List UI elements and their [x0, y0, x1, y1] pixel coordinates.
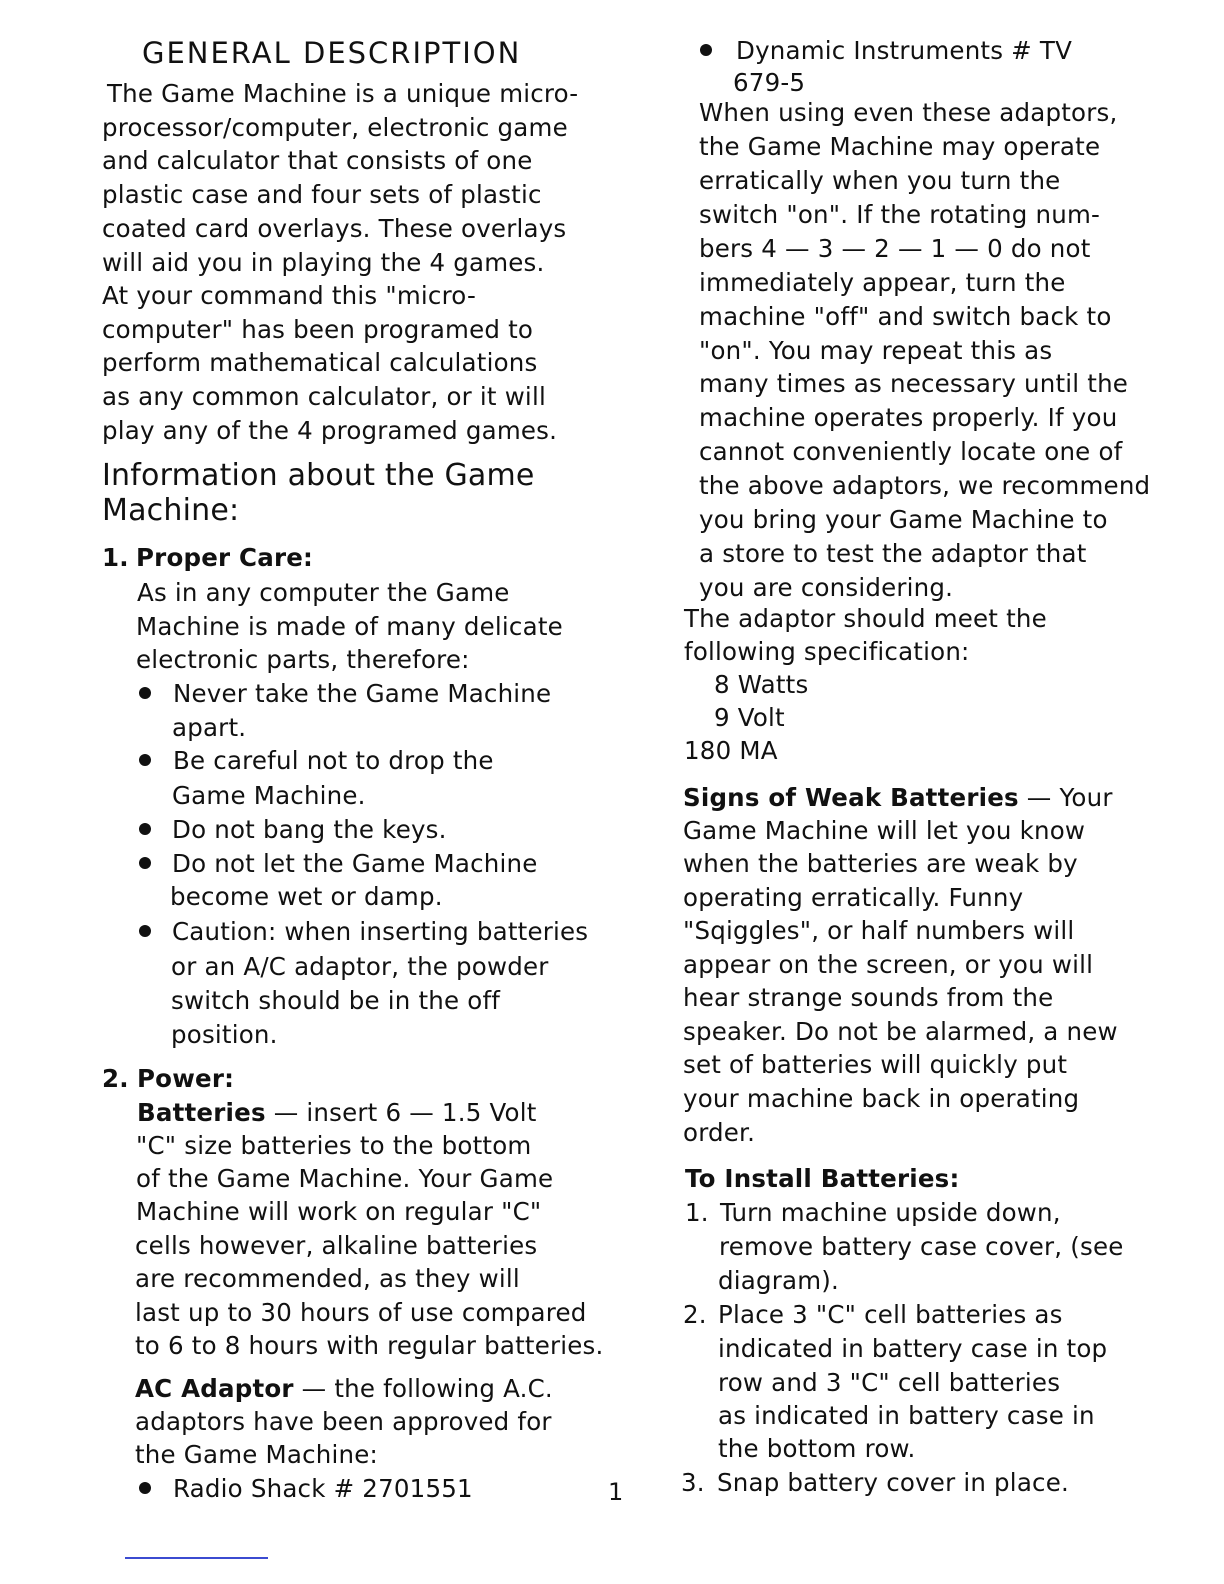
- adaptor-note-line: immediately appear, turn the: [699, 268, 1066, 297]
- adaptor-note-line: machine operates properly. If you: [699, 403, 1118, 432]
- care-bullet-text: or an A/C adaptor, the powder: [171, 952, 549, 981]
- install-step-line: Turn machine upside down,: [720, 1198, 1061, 1227]
- dynamic-instruments-bullet: Dynamic Instruments # TV: [736, 36, 1073, 65]
- general-description-heading: GENERAL DESCRIPTION: [142, 36, 522, 70]
- adaptor-note-line: a store to test the adaptor that: [699, 539, 1087, 568]
- general-line: play any of the 4 programed games.: [102, 416, 558, 445]
- weak-batteries-line: operating erratically. Funny: [683, 883, 1024, 912]
- adaptor-note-line: you are considering.: [699, 573, 954, 602]
- adaptor-note-line: "on". You may repeat this as: [699, 336, 1053, 365]
- adaptor-note-line: erratically when you turn the: [699, 166, 1061, 195]
- install-step-number: 2.: [683, 1300, 707, 1329]
- bullet-icon: [139, 687, 151, 699]
- weak-batteries-line: "Sqiggles", or half numbers will: [683, 916, 1075, 945]
- batteries-label: Batteries: [137, 1098, 266, 1127]
- general-line: computer" has been programed to: [102, 315, 534, 344]
- footer-rule: [125, 1557, 268, 1559]
- care-bullet-text: become wet or damp.: [170, 882, 443, 911]
- weak-batteries-line: Game Machine will let you know: [683, 816, 1086, 845]
- general-line: perform mathematical calculations: [102, 348, 538, 377]
- batteries-line: cells however, alkaline batteries: [135, 1231, 538, 1260]
- adaptor-note-line: bers 4 — 3 — 2 — 1 — 0 do not: [699, 234, 1091, 263]
- spec-volt: 9 Volt: [714, 703, 785, 732]
- specification-line: following specification:: [684, 637, 970, 666]
- adaptor-note-line: When using even these adaptors,: [699, 98, 1118, 127]
- care-intro-line: Machine is made of many delicate: [136, 612, 563, 641]
- care-intro-line: As in any computer the Game: [137, 578, 510, 607]
- batteries-line: last up to 30 hours of use compared: [135, 1298, 587, 1327]
- install-step-number: 3.: [681, 1468, 705, 1497]
- general-line: as any common calculator, or it will: [102, 382, 546, 411]
- care-bullet-text: Be careful not to drop the: [173, 746, 494, 775]
- weak-batteries-label: Signs of Weak Batteries: [683, 783, 1019, 812]
- care-bullet-text: position.: [171, 1020, 278, 1049]
- power-title: Power:: [137, 1064, 235, 1093]
- install-step-line: diagram).: [718, 1266, 840, 1295]
- care-bullet-text: Do not bang the keys.: [172, 815, 447, 844]
- adaptor-note-line: switch "on". If the rotating num-: [699, 200, 1101, 229]
- install-batteries-title: To Install Batteries:: [685, 1164, 960, 1193]
- spec-watts: 8 Watts: [714, 670, 809, 699]
- bullet-icon: [139, 754, 151, 766]
- care-bullet-text: Caution: when inserting batteries: [172, 917, 589, 946]
- care-intro-line: electronic parts, therefore:: [136, 645, 470, 674]
- weak-batteries-line: your machine back in operating: [683, 1084, 1080, 1113]
- weak-batteries-line: speaker. Do not be alarmed, a new: [683, 1017, 1118, 1046]
- batteries-first-line: [137, 1096, 537, 1130]
- proper-care-number: 1.: [102, 543, 129, 572]
- install-step-number: 1.: [685, 1198, 709, 1227]
- bullet-icon: [139, 1482, 151, 1494]
- care-bullet-text: Do not let the Game Machine: [172, 849, 538, 878]
- general-line: will aid you in playing the 4 games.: [102, 248, 545, 277]
- info-heading-line-2: Machine:: [102, 493, 240, 528]
- general-line: At your command this "micro-: [102, 281, 476, 310]
- power-number: 2.: [102, 1064, 129, 1093]
- general-line: plastic case and four sets of plastic: [102, 180, 542, 209]
- proper-care-title: Proper Care:: [136, 543, 314, 572]
- adaptor-note-line: you bring your Game Machine to: [699, 505, 1108, 534]
- dynamic-instruments-model: 679-5: [733, 68, 806, 97]
- general-line: coated card overlays. These overlays: [102, 214, 567, 243]
- bullet-icon: [700, 44, 712, 56]
- page-number: 1: [608, 1478, 624, 1506]
- ac-adaptor-line: the Game Machine:: [135, 1440, 378, 1469]
- weak-batteries-line: when the batteries are weak by: [683, 849, 1078, 878]
- general-line: and calculator that consists of one: [102, 146, 533, 175]
- ac-adaptor-first-line: [135, 1372, 553, 1406]
- weak-batteries-line: appear on the screen, or you will: [683, 950, 1094, 979]
- install-step-line: row and 3 "C" cell batteries: [718, 1368, 1061, 1397]
- adaptor-note-line: many times as necessary until the: [699, 369, 1129, 398]
- batteries-line: Machine will work on regular "C": [136, 1197, 542, 1226]
- bullet-icon: [139, 857, 151, 869]
- ac-adaptor-label: AC Adaptor: [135, 1374, 294, 1403]
- adaptor-note-line: machine "off" and switch back to: [699, 302, 1112, 331]
- batteries-line: "C" size batteries to the bottom: [136, 1131, 532, 1160]
- install-step-line: as indicated in battery case in: [718, 1401, 1095, 1430]
- batteries-line: of the Game Machine. Your Game: [136, 1164, 554, 1193]
- batteries-first-text: — insert 6 — 1.5 Volt: [265, 1098, 537, 1127]
- adaptor-note-line: the above adaptors, we recommend: [699, 471, 1151, 500]
- adaptor-note-line: the Game Machine may operate: [699, 132, 1101, 161]
- batteries-line: to 6 to 8 hours with regular batteries.: [135, 1331, 604, 1360]
- weak-batteries-line: hear strange sounds from the: [683, 983, 1054, 1012]
- weak-batteries-first-text: — Your: [1018, 783, 1113, 812]
- weak-batteries-first-line: [683, 781, 1113, 815]
- weak-batteries-line: order.: [683, 1118, 756, 1147]
- batteries-line: are recommended, as they will: [135, 1264, 520, 1293]
- care-bullet-text: Game Machine.: [172, 781, 366, 810]
- ac-adaptor-first-text: — the following A.C.: [293, 1374, 553, 1403]
- ac-bullet-radio-shack: Radio Shack # 2701551: [173, 1474, 473, 1503]
- care-bullet-text: Never take the Game Machine: [173, 679, 552, 708]
- care-bullet-text: apart.: [172, 713, 247, 742]
- bullet-icon: [139, 925, 151, 937]
- general-line: The Game Machine is a unique micro-: [107, 79, 579, 108]
- install-step-line: remove battery case cover, (see: [719, 1232, 1124, 1261]
- adaptor-note-line: cannot conveniently locate one of: [699, 437, 1123, 466]
- install-step-line: indicated in battery case in top: [718, 1334, 1108, 1363]
- weak-batteries-line: set of batteries will quickly put: [683, 1050, 1068, 1079]
- spec-milliamps: 180 MA: [684, 736, 778, 765]
- install-step-line: Snap battery cover in place.: [717, 1468, 1069, 1497]
- ac-adaptor-line: adaptors have been approved for: [135, 1407, 552, 1436]
- info-heading-line-1: Information about the Game: [102, 458, 535, 493]
- care-bullet-text: switch should be in the off: [171, 986, 501, 1015]
- install-step-line: the bottom row.: [718, 1434, 916, 1463]
- general-line: processor/computer, electronic game: [102, 113, 568, 142]
- install-step-line: Place 3 "C" cell batteries as: [718, 1300, 1063, 1329]
- specification-line: The adaptor should meet the: [684, 604, 1047, 633]
- bullet-icon: [139, 823, 151, 835]
